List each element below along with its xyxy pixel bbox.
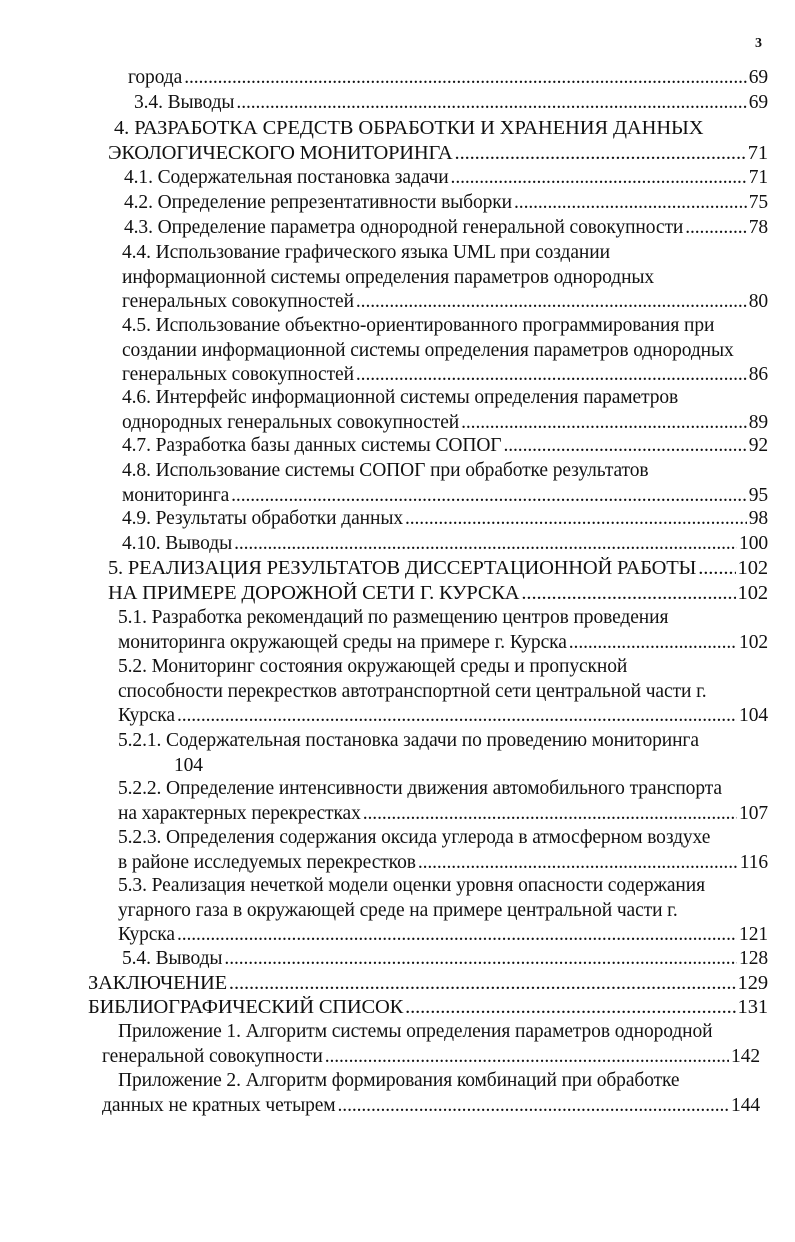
toc-entry: 4.5. Использование объектно-ориентированного программирования при создании информационной системы определения параметров однородных генеральных совокупностей ..... 86 <box>122 314 768 388</box>
toc-entry: 4.6. Интерфейс информационной системы определения параметров однородных генеральных совокупностей ..... 89 <box>122 386 768 435</box>
toc-entry: 5.1. Разработка рекомендаций по размещению центров проведения мониторинга окружающей среды на примере г. Курска ..... 102 <box>118 606 768 655</box>
toc-chapter: НА ПРИМЕРЕ ДОРОЖНОЙ СЕТИ Г. КУРСКА ..... 102 <box>108 581 768 606</box>
toc-entry: 4.8. Использование системы СОПОГ при обработке результатов мониторинга ..... 95 <box>122 459 768 508</box>
toc-entry: 5.3. Реализация нечеткой модели оценки уровня опасности содержания угарного газа в окружающей среде на примере центральной части г. Курска ..... 121 <box>118 874 768 948</box>
toc-entry: 5.2. Мониторинг состояния окружающей среды и пропускной способности перекрестков автотранспортной сети центральной части г. Курска ..... 104 <box>118 655 768 729</box>
toc-entry: Приложение 1. Алгоритм системы определения параметров однородной генеральной совокупности ..... 142 <box>102 1020 760 1069</box>
toc-chapter: 4. РАЗРАБОТКА СРЕДСТВ ОБРАБОТКИ И ХРАНЕНИЯ ДАННЫХ ЭКОЛОГИЧЕСКОГО МОНИТОРИНГА ..... 71 <box>108 116 768 165</box>
page-number: 3 <box>755 36 762 51</box>
toc-entry: 4.7. Разработка базы данных системы СОПОГ ..... 92 <box>122 434 768 459</box>
toc-entry: 5.4. Выводы ..... 128 <box>122 947 768 972</box>
toc-entry: 5.2.2. Определение интенсивности движения автомобильного транспорта на характерных перекрестках ..... 107 <box>118 777 768 826</box>
toc-entry: 4.3. Определение параметра однородной генеральной совокупности ..... 78 <box>124 216 768 241</box>
toc-entry: Приложение 2. Алгоритм формирования комбинаций при обработке данных не кратных четырем ..... 144 <box>102 1069 760 1118</box>
toc-entry: 3.4. Выводы ..... 69 <box>134 91 768 116</box>
toc-entry: 5.2.3. Определения содержания оксида углерода в атмосферном воздухе в районе исследуемых перекрестков ..... 116 <box>118 826 768 875</box>
toc-entry: 4.1. Содержательная постановка задачи ..... 71 <box>124 166 768 191</box>
toc-entry: 4.2. Определение репрезентативности выборки ..... 75 <box>124 191 768 216</box>
toc-chapter: БИБЛИОГРАФИЧЕСКИЙ СПИСОК ..... 131 <box>88 995 768 1020</box>
toc-entry: 4.9. Результаты обработки данных ..... 98 <box>122 507 768 532</box>
toc-entry: 5.2.1. Содержательная постановка задачи по проведению мониторинга 104 <box>118 730 699 776</box>
toc-entry: 4.10. Выводы ..... 100 <box>122 532 768 557</box>
toc-entry: 4.4. Использование графического языка UML при создании информационной системы определения параметров однородных генеральных совокупностей ..... 80 <box>122 241 768 315</box>
toc-chapter: 5. РЕАЛИЗАЦИЯ РЕЗУЛЬТАТОВ ДИССЕРТАЦИОННОЙ РАБОТЫ ..... 102 <box>108 556 768 581</box>
toc-chapter: ЗАКЛЮЧЕНИЕ ..... 129 <box>88 971 768 996</box>
toc-entry: города ..... 69 <box>128 66 768 91</box>
